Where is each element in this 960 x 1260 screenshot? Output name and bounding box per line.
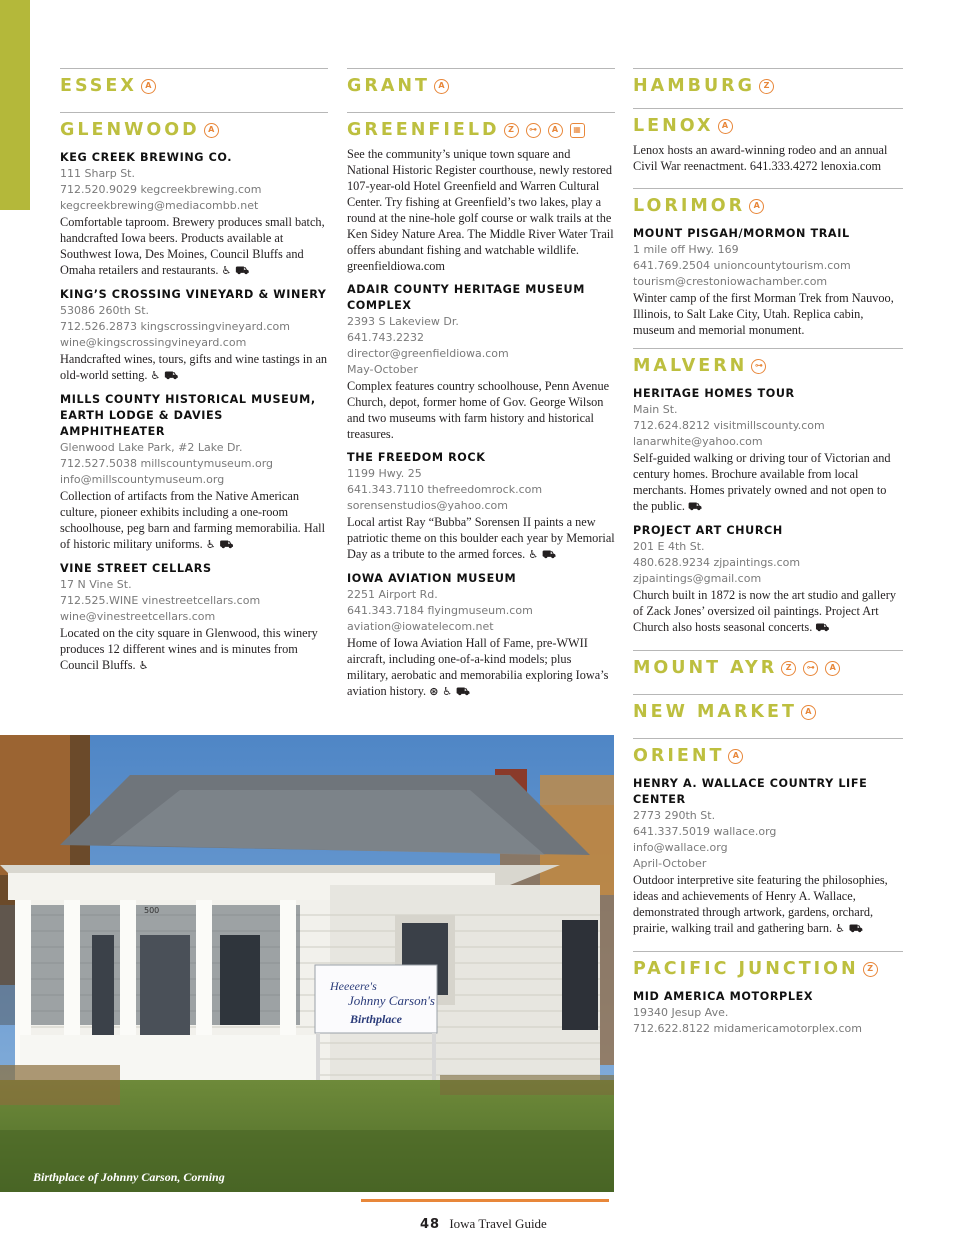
- town-section: [60, 112, 328, 674]
- side-color-strip: [0, 0, 30, 210]
- amenity-icons: ♿ ⛟: [528, 548, 556, 561]
- johnny-carson-birthplace-photo: [0, 735, 614, 1192]
- town-icons: [141, 79, 156, 94]
- attraction-icon: A: [749, 199, 764, 214]
- listing: [347, 282, 615, 442]
- listing-info-line: 2773 290th St.: [633, 809, 716, 822]
- house-number: 500: [144, 906, 160, 915]
- listing-name: ADAIR COUNTY HERITAGE MUSEUM COMPLEX: [347, 283, 585, 312]
- town-name: [633, 957, 903, 981]
- listing-name: MID AMERICA MOTORPLEX: [633, 990, 814, 1003]
- town-section: [633, 951, 903, 1037]
- town-name: [60, 118, 328, 142]
- listing-info-line: 712.520.9029 kegcreekbrewing.com: [60, 183, 262, 196]
- attraction-icon: A: [728, 749, 743, 764]
- town-section: [633, 108, 903, 174]
- listing-description-text: Comfortable taproom. Brewery produces small batch, handcrafted Iowa beers. Products available at Southwest Iowa, Des Moines, Council Bluffs and Omaha retailers and restaurants.: [60, 215, 325, 277]
- town-section: [60, 68, 328, 98]
- amenity-icons: ⛟: [815, 621, 830, 634]
- listing-info-line: wine@kingscrossingvineyard.com: [60, 336, 247, 349]
- listing-info-line: tourism@crestoniowachamber.com: [633, 275, 828, 288]
- column-3: [633, 68, 903, 1043]
- column-1: [60, 68, 328, 680]
- sign-line-2: Johnny Carson's: [348, 993, 435, 1008]
- town-section: [633, 694, 903, 724]
- listing-description: [347, 635, 615, 700]
- listing-info-line: info@wallace.org: [633, 841, 728, 854]
- amenity-icons: ♿ ⛟: [221, 264, 250, 277]
- listing-description-text: Winter camp of the first Morman Trek from Nauvoo, Illinois, to Salt Lake City, Utah. Replica cabin, museum and memorial monument.: [633, 291, 894, 337]
- listing-info-line: 201 E 4th St.: [633, 540, 705, 553]
- listing-info-line: lanarwhite@yahoo.com: [633, 435, 763, 448]
- town-name: [633, 700, 903, 724]
- listing-description: [60, 214, 328, 279]
- attraction-icon: ⊶: [751, 359, 766, 374]
- town-name-text: GRANT: [347, 76, 430, 96]
- town-icons: [718, 119, 733, 134]
- attraction-icon: A: [434, 79, 449, 94]
- listing-name: IOWA AVIATION MUSEUM: [347, 572, 517, 585]
- town-section: [633, 738, 903, 937]
- listing-info-line: sorensenstudios@yahoo.com: [347, 499, 508, 512]
- attraction-icon: Z: [863, 962, 878, 977]
- listing-info-line: 480.628.9234 zjpaintings.com: [633, 556, 801, 569]
- attraction-icon: Z: [759, 79, 774, 94]
- listing-info-line: Main St.: [633, 403, 678, 416]
- photo-caption: Birthplace of Johnny Carson, Corning: [33, 1170, 225, 1184]
- listing-description-text: Located on the city square in Glenwood, this winery produces 12 different wines and is minutes from Council Bluffs.: [60, 626, 318, 672]
- listing: [633, 776, 903, 937]
- town-icons: [759, 79, 774, 94]
- attraction-icon: A: [718, 119, 733, 134]
- page-footer: [420, 1216, 547, 1232]
- listing: [60, 150, 328, 279]
- town-name: [60, 74, 328, 98]
- listing-info-line: May-October: [347, 363, 418, 376]
- listing-name: KING’S CROSSING VINEYARD & WINERY: [60, 288, 327, 301]
- listing-description: [60, 351, 328, 384]
- house-photo-illustration: [0, 735, 614, 1192]
- town-name: [633, 114, 903, 138]
- town-name-text: LENOX: [633, 116, 714, 136]
- town-icons: [781, 661, 840, 676]
- listing-description: [347, 514, 615, 563]
- town-name-text: GREENFIELD: [347, 120, 500, 140]
- listing-name: MOUNT PISGAH/MORMON TRAIL: [633, 227, 850, 240]
- listing: [347, 571, 615, 700]
- listing-name: HENRY A. WALLACE COUNTRY LIFE CENTER: [633, 777, 868, 806]
- town-name: [347, 118, 615, 142]
- listing-description: [347, 378, 615, 442]
- town-icons: [434, 79, 449, 94]
- town-section: [633, 650, 903, 680]
- listing-info-line: 712.622.8122 midamericamotorplex.com: [633, 1022, 862, 1035]
- attraction-icon: ⊶: [803, 661, 818, 676]
- listing-info-line: info@millscountymuseum.org: [60, 473, 225, 486]
- town-section: [347, 112, 615, 700]
- listing: [633, 989, 903, 1037]
- listing-info-line: 712.527.5038 millscountymuseum.org: [60, 457, 274, 470]
- listing-description: [60, 625, 328, 674]
- town-name-text: NEW MARKET: [633, 702, 797, 722]
- listing-info-line: zjpaintings@gmail.com: [633, 572, 762, 585]
- sign-line-3: Birthplace: [350, 1012, 403, 1026]
- listing-description: [633, 450, 903, 515]
- attraction-icon: A: [204, 123, 219, 138]
- listing: [633, 523, 903, 636]
- listing-name: THE FREEDOM ROCK: [347, 451, 486, 464]
- listing: [347, 450, 615, 563]
- listing-name: VINE STREET CELLARS: [60, 562, 212, 575]
- listing-name: HERITAGE HOMES TOUR: [633, 387, 795, 400]
- town-name: [633, 656, 903, 680]
- attraction-icon: A: [825, 661, 840, 676]
- amenity-icons: ♿ ⛟: [205, 538, 234, 551]
- listing-info-line: 111 Sharp St.: [60, 167, 135, 180]
- listing-info-line: 641.769.2504 unioncountytourism.com: [633, 259, 851, 272]
- publication-name: Iowa Travel Guide: [449, 1216, 547, 1231]
- amenity-icons: ♿ ⛟: [150, 369, 179, 382]
- listing: [60, 287, 328, 384]
- town-name: [633, 74, 903, 98]
- listing-description-text: Local artist Ray “Bubba” Sorensen II paints a new patriotic theme on this boulder each year by Memorial Day as a tribute to the armed forces.: [347, 515, 615, 561]
- amenity-icons: ♿: [138, 659, 149, 672]
- listing-description: [633, 872, 903, 937]
- attraction-icon: ⊶: [526, 123, 541, 138]
- town-icons: [204, 123, 219, 138]
- listing-description-text: Collection of artifacts from the Native American culture, pioneer exhibits including a one-room schoolhouse, peg barn and farming memorabilia. Hall of historic military uniforms.: [60, 489, 325, 551]
- listing-description: [633, 290, 903, 338]
- town-name-text: ORIENT: [633, 746, 725, 766]
- town-icons: [863, 962, 878, 977]
- town-name: [633, 194, 903, 218]
- amenity-icons: ⊛ ♿ ⛟: [429, 685, 470, 698]
- town-icons: [801, 705, 816, 720]
- footer-rule: [361, 1199, 609, 1202]
- listing-description-text: Church built in 1872 is now the art studio and gallery of Zack Jones’ oversized oil paintings. Project Art Church also hosts seasonal concerts.: [633, 588, 896, 634]
- town-name-text: MALVERN: [633, 356, 748, 376]
- town-icons: [504, 123, 585, 138]
- amenity-icons: ♿ ⛟: [835, 922, 863, 935]
- listing-info-line: kegcreekbrewing@mediacombb.net: [60, 199, 259, 212]
- listing-info-line: 2251 Airport Rd.: [347, 588, 438, 601]
- column-2: [347, 68, 615, 706]
- listing-name: PROJECT ART CHURCH: [633, 524, 783, 537]
- town-name: [633, 354, 903, 378]
- town-section: [633, 68, 903, 98]
- listing-info-line: 1199 Hwy. 25: [347, 467, 422, 480]
- attraction-icon: A: [801, 705, 816, 720]
- listing: [60, 561, 328, 674]
- listing-info-line: 1 mile off Hwy. 169: [633, 243, 739, 256]
- amenity-icons: ⛟: [688, 500, 702, 513]
- listing-info-line: director@greenfieldiowa.com: [347, 347, 509, 360]
- town-name-text: MOUNT AYR: [633, 658, 778, 678]
- listing-description-text: Self-guided walking or driving tour of Victorian and century homes. Brochure available from local merchants. Homes privately owned and not open to the public.: [633, 451, 891, 513]
- listing-info-line: 2393 S Lakeview Dr.: [347, 315, 459, 328]
- town-section: [633, 188, 903, 338]
- listing-info-line: April-October: [633, 857, 707, 870]
- listing-name: KEG CREEK BREWING CO.: [60, 151, 233, 164]
- listing: [633, 386, 903, 515]
- listing-info-line: Glenwood Lake Park, #2 Lake Dr.: [60, 441, 243, 454]
- listing-info-line: 641.343.7110 thefreedomrock.com: [347, 483, 543, 496]
- attraction-icon: A: [141, 79, 156, 94]
- town-section: [633, 348, 903, 636]
- listing-info-line: aviation@iowatelecom.net: [347, 620, 494, 633]
- attraction-icon: A: [548, 123, 563, 138]
- attraction-icon: Z: [781, 661, 796, 676]
- town-intro: Lenox hosts an award-winning rodeo and an annual Civil War reenactment. 641.333.4272 lenoxia.com: [633, 143, 888, 173]
- town-name-text: LORIMOR: [633, 196, 746, 216]
- town-icons: [728, 749, 743, 764]
- listing-name: MILLS COUNTY HISTORICAL MUSEUM, EARTH LODGE & DAVIES AMPHITHEATER: [60, 393, 316, 438]
- town-name-text: ESSEX: [60, 76, 137, 96]
- listing-description: [633, 587, 903, 636]
- town-section: [347, 68, 615, 98]
- town-name: [633, 744, 903, 768]
- listing-info-line: 641.343.7184 flyingmuseum.com: [347, 604, 533, 617]
- listing-info-line: 19340 Jesup Ave.: [633, 1006, 729, 1019]
- listing-info-line: 712.624.8212 visitmillscounty.com: [633, 419, 825, 432]
- listing-description-text: Home of Iowa Aviation Hall of Fame, pre-WWII aircraft, including one-of-a-kind models; plus military, aerobatic and memorabilia exploring Iowa’s aviation history.: [347, 636, 609, 698]
- attraction-icon: Z: [504, 123, 519, 138]
- listing-info-line: 641.743.2232: [347, 331, 424, 344]
- town-name-text: PACIFIC JUNCTION: [633, 959, 859, 979]
- listing-description-text: Complex features country schoolhouse, Penn Avenue Church, depot, former home of Gov. George Wilson and two museums with farm history and historical treasures.: [347, 379, 610, 441]
- town-name: [347, 74, 615, 98]
- page-number: 48: [420, 1217, 441, 1232]
- listing-info-line: 712.525.WINE vinestreetcellars.com: [60, 594, 261, 607]
- town-name-text: GLENWOOD: [60, 120, 200, 140]
- listing-description-text: Handcrafted wines, tours, gifts and wine tastings in an old-world setting.: [60, 352, 328, 382]
- town-name-text: HAMBURG: [633, 76, 755, 96]
- sign-line-1: Heeeere's: [330, 979, 377, 993]
- listing-description-text: Outdoor interpretive site featuring the philosophies, ideas and achievements of Henry A. Wallace, demonstrated through artwork, gardens, orchard, prairie, walking trail and gathering barn.: [633, 873, 888, 935]
- listing-info-line: wine@vinestreetcellars.com: [60, 610, 216, 623]
- town-icons: [749, 199, 764, 214]
- town-icons: [751, 359, 766, 374]
- listing-info-line: 17 N Vine St.: [60, 578, 132, 591]
- listing: [633, 226, 903, 338]
- listing-info-line: 53086 260th St.: [60, 304, 150, 317]
- listing: [60, 392, 328, 553]
- listing-info-line: 641.337.5019 wallace.org: [633, 825, 777, 838]
- town-intro: See the community’s unique town square and National Historic Register courthouse, newly restored 107-year-old Hotel Greenfield and Warren Cultural Center. Try fishing at Greenfield’s two lakes, play a round at the nine-hole golf course or walk trails at the Ken Sidey Nature Area. The Middle River Water Trail offers abundant fishing and watchable wildlife. greenfieldiowa.com: [347, 147, 614, 273]
- attraction-icon: ▦: [570, 123, 585, 138]
- listing-description: [60, 488, 328, 553]
- listing-info-line: 712.526.2873 kingscrossingvineyard.com: [60, 320, 290, 333]
